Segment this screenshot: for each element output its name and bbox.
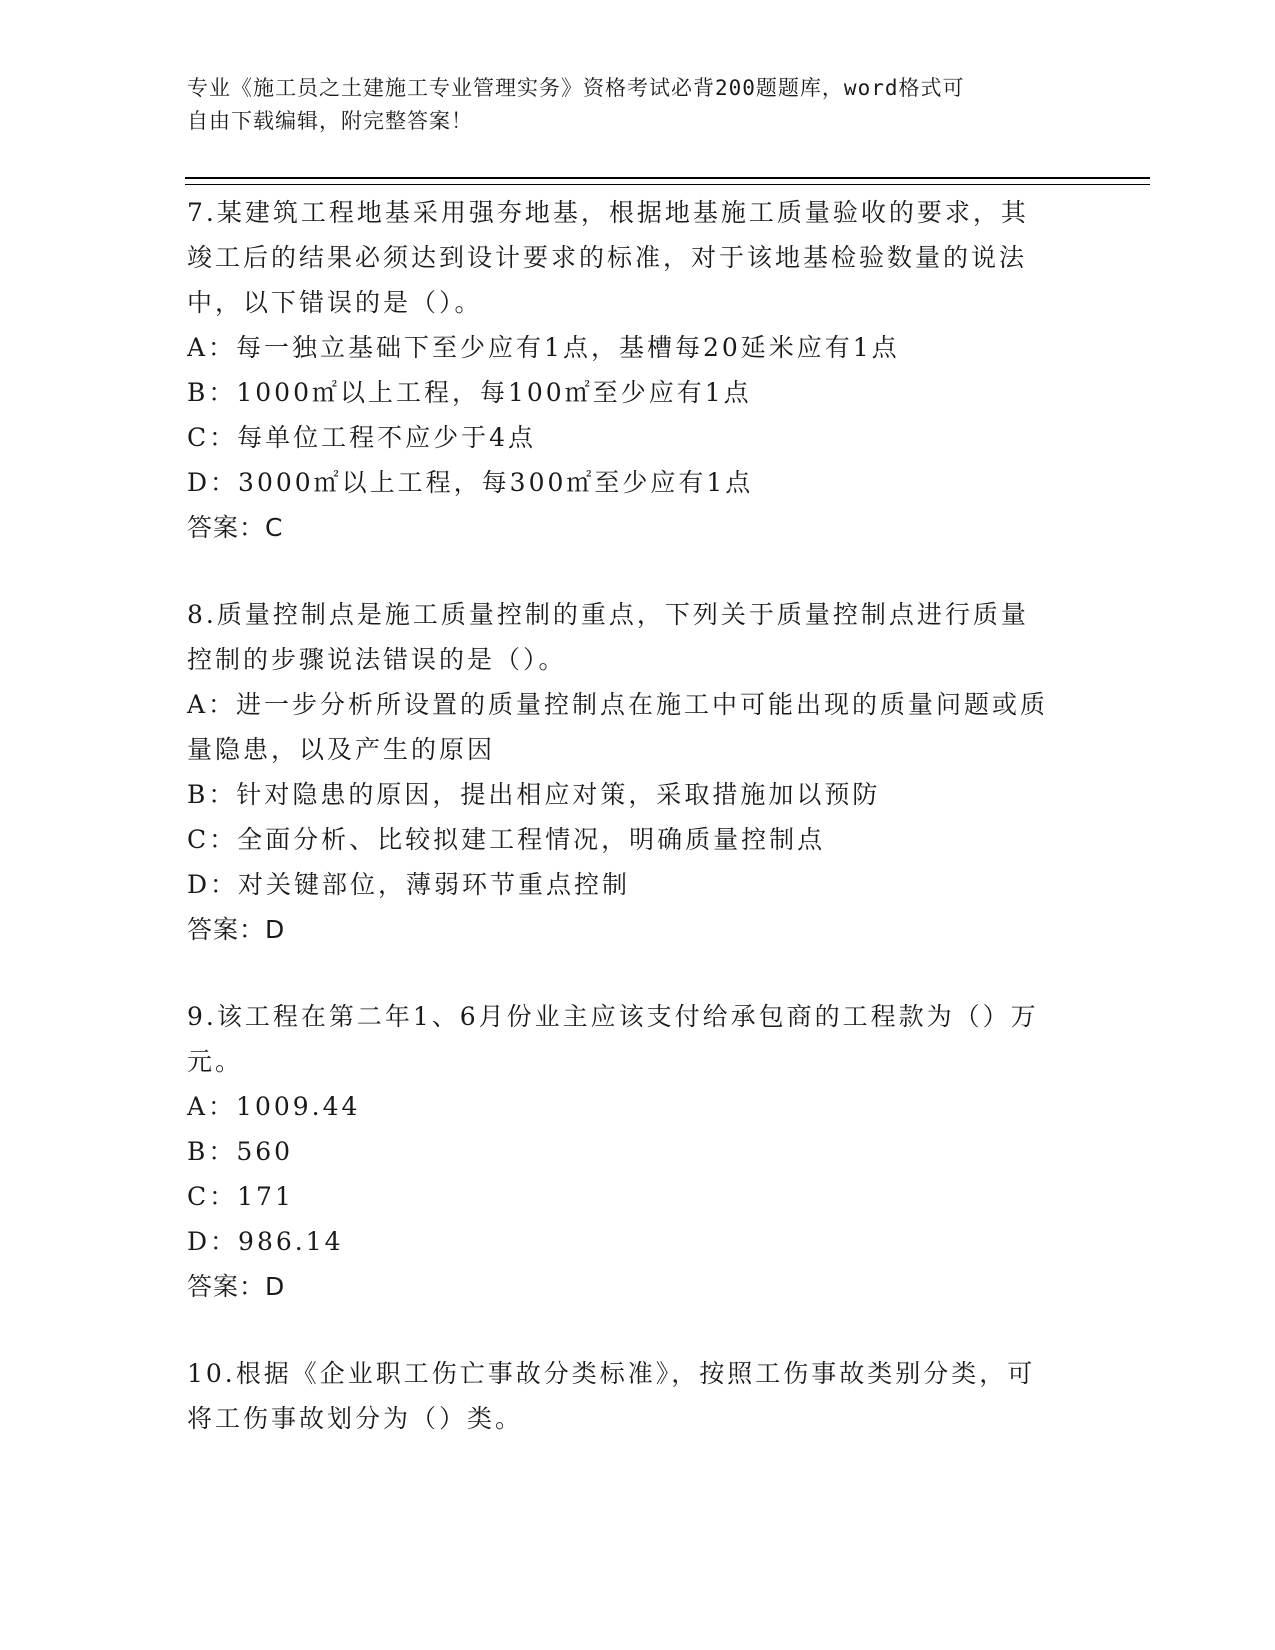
question-8 — [187, 592, 1087, 952]
option-b: B：560 — [187, 1137, 294, 1166]
answer: 答案：D — [187, 1272, 286, 1301]
question-stem-line: 控制的步骤说法错误的是（）。 — [187, 645, 567, 674]
question-stem-line: 9.该工程在第二年1、6月份业主应该支付给承包商的工程款为（）万 — [187, 1002, 1039, 1031]
answer: 答案：C — [187, 513, 284, 542]
document-header — [187, 72, 1067, 138]
question-stem-line: 10.根据《企业职工伤亡事故分类标准》，按照工伤事故类别分类，可 — [187, 1359, 1036, 1388]
option-a: A：进一步分析所设置的质量控制点在施工中可能出现的质量问题或质 — [187, 690, 1049, 719]
question-spacer — [187, 550, 1087, 592]
option-c: C：全面分析、比较拟建工程情况，明确质量控制点 — [187, 825, 826, 854]
question-stem-line: 8.质量控制点是施工质量控制的重点，下列关于质量控制点进行质量 — [187, 600, 1029, 629]
header-divider-thin — [185, 184, 1150, 185]
header-line-1: 专业《施工员之土建施工专业管理实务》资格考试必背200题题库，word格式可 — [187, 76, 965, 100]
option-a-continued: 量隐患，以及产生的原因 — [187, 735, 496, 764]
question-stem-line: 7.某建筑工程地基采用强夯地基，根据地基施工质量验收的要求，其 — [187, 198, 1029, 227]
question-stem-line: 中，以下错误的是（）。 — [187, 288, 483, 317]
header-line-2: 自由下载编辑，附完整答案！ — [187, 109, 473, 133]
option-b: B：1000㎡以上工程，每100㎡至少应有1点 — [187, 378, 752, 407]
option-d: D：986.14 — [187, 1227, 344, 1256]
header-divider-thick — [185, 177, 1150, 179]
question-stem-line: 竣工后的结果必须达到设计要求的标准，对于该地基检验数量的说法 — [187, 243, 1028, 272]
question-10 — [187, 1351, 1087, 1441]
question-spacer — [187, 1309, 1087, 1351]
option-a: A：1009.44 — [187, 1092, 361, 1121]
option-c: C：171 — [187, 1182, 294, 1211]
question-list — [187, 190, 1087, 1441]
answer: 答案：D — [187, 915, 286, 944]
question-stem-line: 将工伤事故划分为（）类。 — [187, 1404, 524, 1433]
option-d: D：对关键部位，薄弱环节重点控制 — [187, 870, 631, 899]
question-stem-line: 元。 — [187, 1047, 244, 1076]
question-9 — [187, 994, 1087, 1309]
question-spacer — [187, 952, 1087, 994]
question-7 — [187, 190, 1087, 550]
option-a: A：每一独立基础下至少应有1点，基槽每20延米应有1点 — [187, 333, 900, 362]
option-b: B：针对隐患的原因，提出相应对策，采取措施加以预防 — [187, 780, 881, 809]
option-c: C：每单位工程不应少于4点 — [187, 423, 537, 452]
option-d: D：3000㎡以上工程，每300㎡至少应有1点 — [187, 468, 754, 497]
